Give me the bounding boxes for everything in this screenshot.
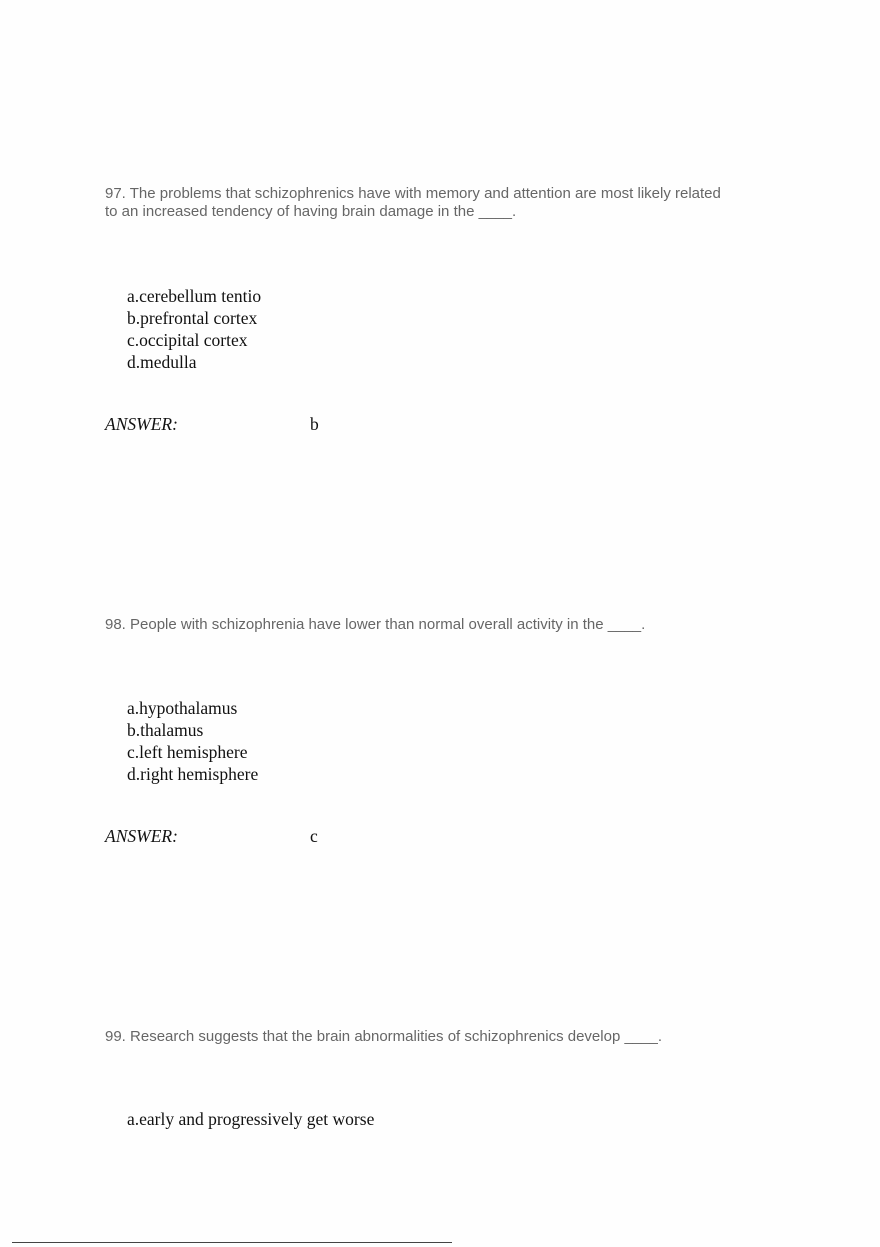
option-a: a.hypothalamus [127,698,238,718]
option-a: a.cerebellum tentio [127,286,262,306]
option-d: d.right hemisphere [127,764,259,784]
option-b: b.prefrontal cortex [127,308,258,328]
question-98-options [127,697,258,785]
answer-label: ANSWER: [105,414,178,434]
option-b: b.thalamus [127,720,204,740]
question-97-text: 97. The problems that schizophrenics have with memory and attention are most likely related to an increased tendency of having brain damage in the ____. [105,185,721,220]
question-99-text: 99. Research suggests that the brain abnormalities of schizophrenics develop ____. [105,1028,662,1045]
option-c: c.occipital cortex [127,330,248,350]
question-97-options [127,285,261,373]
answer-value: b [310,414,319,434]
option-a: a.early and progressively get worse [127,1109,375,1129]
footer-rule [12,1242,452,1243]
option-c: c.left hemisphere [127,742,248,762]
option-d: d.medulla [127,352,197,372]
question-98-text: 98. People with schizophrenia have lower than normal overall activity in the ____. [105,616,646,633]
answer-value: c [310,826,318,846]
question-99-options [127,1108,374,1130]
answer-label: ANSWER: [105,826,178,846]
